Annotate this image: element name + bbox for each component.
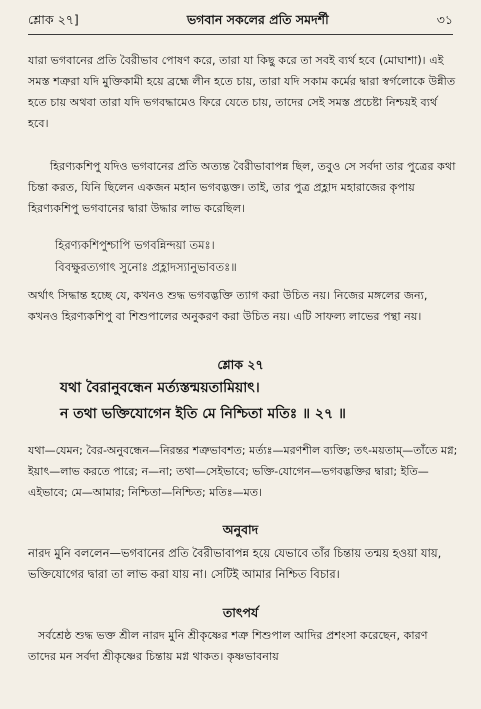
header-chapter-title: ভগবান সকলের প্রতি সমদর্শী (186, 12, 329, 27)
synonyms: যথা—যেমন; বৈর-অনুবন্ধেন—নিরন্তর শত্রুভাবশত; মর্ত্যঃ—মরণশীল ব্যক্তি; তৎ-ময়তাম্—তাঁতে মগ্ন; ইয়াৎ—লাভ করতে পারে; ন—না; তথা—সেইভাবে; ভক্তি-যোগেন—ভগবদ্ভক্তির দ্বারা; ইতি—এইভাবে; মে—আমার; নিশ্চিতা—নিশ্চিত; মতিঃ—মত। (28, 444, 458, 499)
shloka-heading: শ্লোক ২৭ (217, 357, 264, 372)
paragraph-2: হিরণ্যকশিপু যদিও ভগবানের প্রতি অত্যন্ত বৈরীভাবাপন্ন ছিল, তবুও সে সর্বদা তার পুত্রের কথা চিন্তা করত, যিনি ছিলেন একজন মহান ভগবদ্ভক্ত। তাই, তার পুত্র প্রহ্লাদ মহারাজের কৃপায় হিরণ্যকশিপু ভগবানের দ্বারা উদ্ধার লাভ করেছিল। (28, 160, 456, 215)
purport: সর্বশ্রেষ্ঠ শুদ্ধ ভক্ত শ্রীল নারদ মুনি শ্রীকৃষ্ণের শত্রু শিশুপাল আদির প্রশংসা করেছেন, কারণ তাদের মন সর্বদা শ্রীকৃষ্ণের চিন্তায় মগ্ন থাকত। কৃষ্ণভাবনায় (28, 629, 428, 663)
paragraph-1: যারা ভগবানের প্রতি বৈরীভাব পোষণ করে, তারা যা কিছু করে তা সবই ব্যর্থ হবে (মোঘাশা)। এই সমস্ত শত্রুরা যদি মুক্তিকামী হয়ে ব্রহ্মে লীন হতে চায়, তারা যদি সকাম কর্মের দ্বারা স্বর্গলোকে উন্নীত হতে চায় অথবা তারা যদি ভগবদ্ধামেও ফিরে যেতে চায়, তাদের সেই সমস্ত প্রচেষ্টা নিশ্চয়ই ব্যর্থ হবে। (28, 54, 456, 130)
header-verse-ref: শ্লোক ২৭] (28, 12, 79, 27)
page-header (28, 10, 453, 35)
header-page-number: ৩১ (436, 12, 453, 27)
sanskrit-line-2: ন তথা ভক্তিযোগেন ইতি মে নিশ্চিতা মতিঃ ॥ ২৭ ॥ (60, 406, 346, 422)
verse-quote-line-2: বিবক্ষুরত্যগাৎ সুনোঃ প্রহ্লাদস্যানুভাবতঃ॥ (55, 260, 237, 274)
tatparya-heading: তাৎপর্য (222, 605, 259, 620)
verse-quote (55, 234, 435, 278)
sanskrit-line-1: যথা বৈরানুবন্ধেন মর্ত্যস্তন্ময়তামিয়াৎ। (60, 380, 260, 396)
anubad-heading: অনুবাদ (222, 522, 259, 537)
translation: নারদ মুনি বললেন—ভগবানের প্রতি বৈরীভাবাপন্ন হয়ে যেভাবে তাঁর চিন্তায় তন্ময় হওয়া যায়, ভক্তিযোগের দ্বারা তা লাভ করা যায় না। সেটিই আমার নিশ্চিত বিচার। (28, 546, 442, 581)
verse-quote-line-1: হিরণ্যকশিপুশ্চাপি ভগবন্নিন্দয়া তমঃ। (55, 238, 215, 252)
paragraph-3: অর্থাৎ সিদ্ধান্ত হচ্ছে যে, কখনও শুদ্ধ ভগবদ্ভক্তি ত্যাগ করা উচিত নয়। নিজের মঙ্গলের জন্য, কখনও হিরণ্যকশিপু বা শিশুপালের অনুকরণ করা উচিত নয়। এটি সাফল্য লাভের পন্থা নয়। (28, 289, 428, 323)
